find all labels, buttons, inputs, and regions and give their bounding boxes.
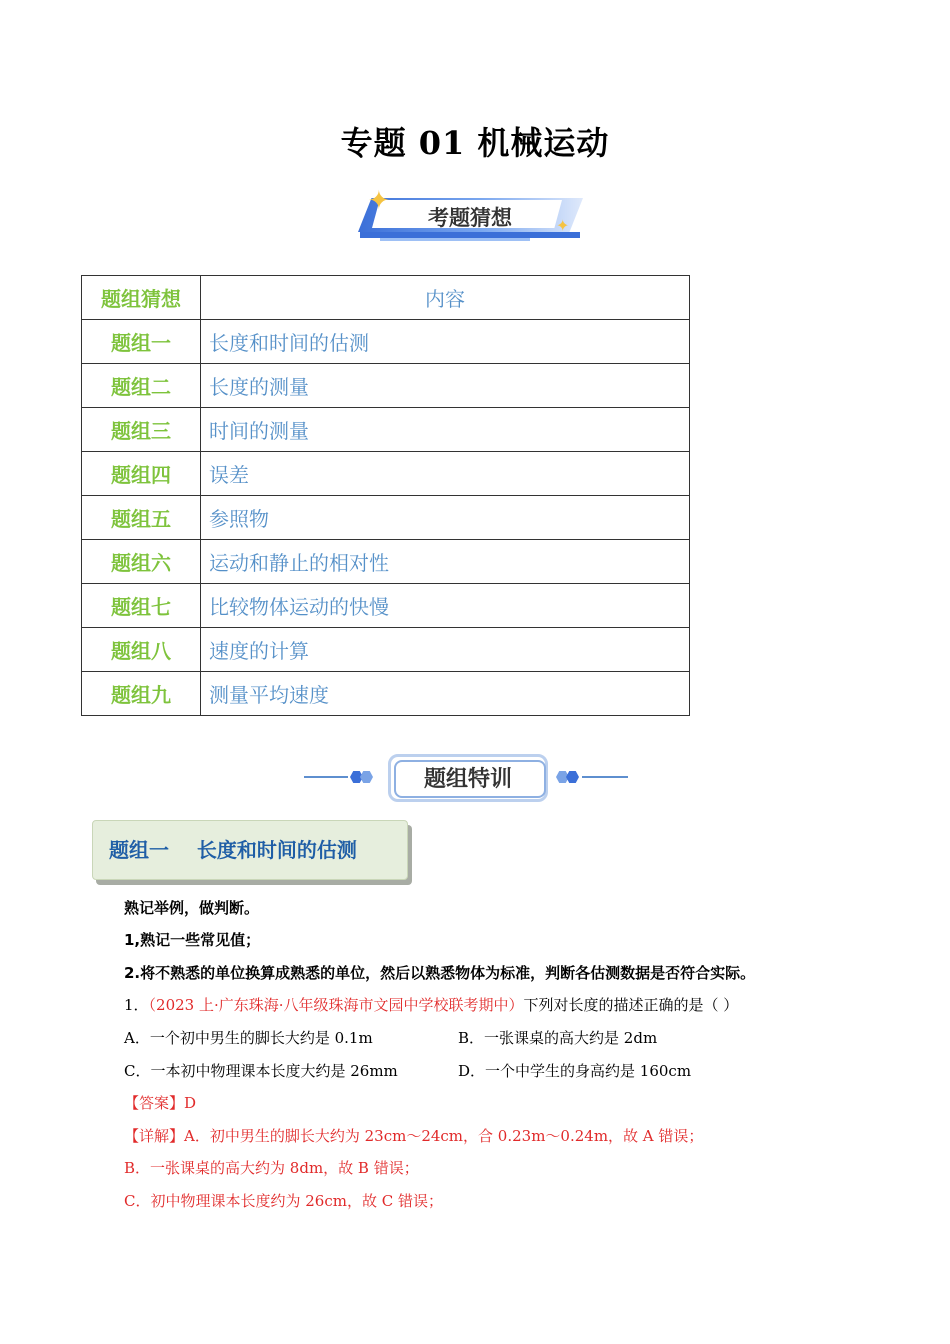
group-cell: 题组一 bbox=[82, 320, 201, 364]
page-title: 专题 01 机械运动 bbox=[340, 124, 610, 162]
table-row bbox=[82, 584, 690, 628]
banner-line-right bbox=[582, 776, 628, 778]
group-cell: 题组四 bbox=[82, 452, 201, 496]
group-cell: 题组七 bbox=[82, 584, 201, 628]
content-cell: 时间的测量 bbox=[201, 408, 690, 452]
table-header-row bbox=[82, 276, 690, 320]
guess-banner bbox=[350, 188, 590, 246]
group-cell: 题组二 bbox=[82, 364, 201, 408]
table-row bbox=[82, 496, 690, 540]
option-b: B．一张课桌的高大约是 2dm bbox=[458, 1029, 658, 1047]
sparkle-icon: ✦ bbox=[368, 186, 390, 216]
group-cell: 题组九 bbox=[82, 672, 201, 716]
content-cell: 长度和时间的估测 bbox=[201, 320, 690, 364]
content-cell: 速度的计算 bbox=[201, 628, 690, 672]
table-row bbox=[82, 320, 690, 364]
header-cell-group: 题组猜想 bbox=[82, 276, 201, 320]
question-stem: 下列对长度的描述正确的是（ ） bbox=[523, 996, 739, 1014]
content-cell: 运动和静止的相对性 bbox=[201, 540, 690, 584]
tip-line: 熟记举例，做判断。 bbox=[124, 899, 260, 917]
header-cell-content: 内容 bbox=[201, 276, 690, 320]
explanation-line: B．一张课桌的高大约为 8dm，故 B 错误； bbox=[124, 1159, 419, 1177]
content-cell: 误差 bbox=[201, 452, 690, 496]
content-cell: 参照物 bbox=[201, 496, 690, 540]
table-row bbox=[82, 364, 690, 408]
sparkle-icon: ✦ bbox=[556, 216, 570, 235]
banner-ribbon-light bbox=[380, 238, 530, 241]
option-a: A．一个初中男生的脚长大约是 0.1m bbox=[124, 1029, 373, 1047]
answer-line: 【答案】D bbox=[124, 1094, 197, 1112]
option-d: D．一个中学生的身高约是 160cm bbox=[458, 1062, 692, 1080]
banner-line-left bbox=[304, 776, 348, 778]
table-row bbox=[82, 452, 690, 496]
tip-line: 2.将不熟悉的单位换算成熟悉的单位，然后以熟悉物体为标准，判断各估测数据是否符合实际。 bbox=[124, 964, 756, 982]
question-line bbox=[124, 995, 738, 1015]
content-cell: 测量平均速度 bbox=[201, 672, 690, 716]
table-row bbox=[82, 540, 690, 584]
question-number: 1． bbox=[124, 996, 149, 1014]
question-source: （2023 上·广东珠海·八年级珠海市文园中学校联考期中） bbox=[148, 996, 524, 1014]
table-row bbox=[82, 408, 690, 452]
content-cell: 比较物体运动的快慢 bbox=[201, 584, 690, 628]
section-heading: 题组一 长度和时间的估测 bbox=[109, 838, 357, 862]
table-row bbox=[82, 628, 690, 672]
explanation-line: 【详解】A．初中男生的脚长大约为 23cm～24cm，合 0.23m～0.24m，故 A 错误； bbox=[124, 1127, 704, 1145]
training-banner bbox=[300, 752, 632, 802]
tip-line: 1,熟记一些常见值； bbox=[124, 931, 261, 949]
group-cell: 题组八 bbox=[82, 628, 201, 672]
topic-table bbox=[81, 275, 690, 716]
group-cell: 题组三 bbox=[82, 408, 201, 452]
group-cell: 题组五 bbox=[82, 496, 201, 540]
training-banner-label: 题组特训 bbox=[423, 767, 512, 792]
table-row bbox=[82, 672, 690, 716]
content-cell: 长度的测量 bbox=[201, 364, 690, 408]
option-c: C．一本初中物理课本长度大约是 26mm bbox=[124, 1062, 398, 1080]
hexagon-icon bbox=[360, 771, 373, 783]
hexagon-icon bbox=[566, 771, 579, 783]
guess-banner-label: 考题猜想 bbox=[428, 206, 512, 230]
explanation-line: C．初中物理课本长度约为 26cm，故 C 错误； bbox=[124, 1192, 443, 1210]
group-cell: 题组六 bbox=[82, 540, 201, 584]
section-heading-box bbox=[92, 820, 408, 880]
